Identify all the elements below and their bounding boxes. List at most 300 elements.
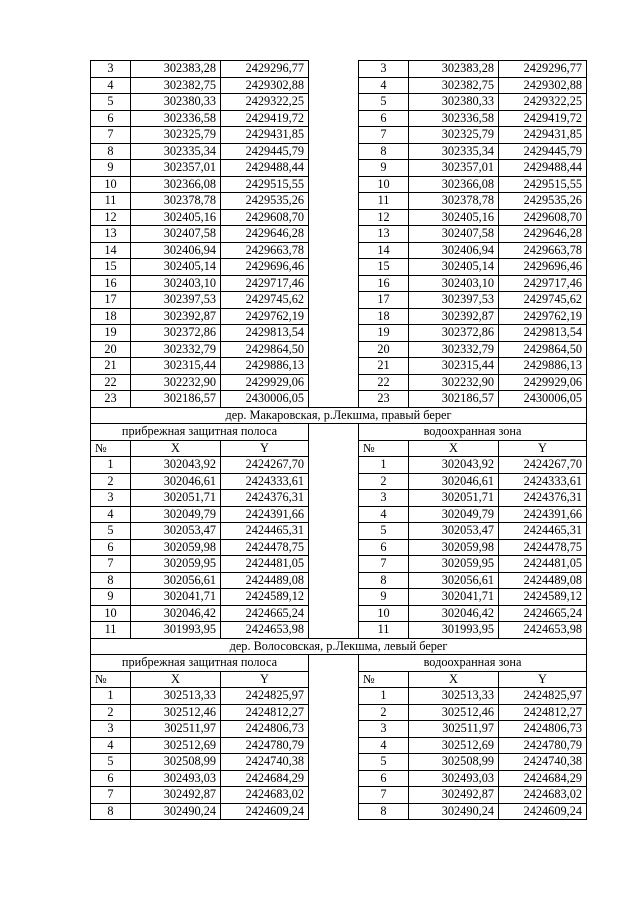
right-y-value: 2429929,06 [499, 374, 587, 391]
table-row [91, 226, 587, 243]
left-y-value: 2424609,24 [221, 803, 309, 820]
table-row [91, 490, 587, 507]
left-y-value: 2424481,05 [221, 556, 309, 573]
right-point-number: 15 [359, 259, 409, 276]
left-x-value: 302049,79 [131, 506, 221, 523]
column-gap [309, 556, 359, 573]
table-row [91, 94, 587, 111]
left-y-value: 2424267,70 [221, 457, 309, 474]
right-point-number: 1 [359, 457, 409, 474]
right-point-number: 8 [359, 572, 409, 589]
section-title: дер. Волосовская, р.Лекшма, левый берег [91, 638, 587, 655]
left-y-value: 2424665,24 [221, 605, 309, 622]
right-x-value: 302493,03 [409, 770, 499, 787]
right-header-x: X [409, 671, 499, 688]
left-x-value: 302056,61 [131, 572, 221, 589]
left-x-value: 302508,99 [131, 754, 221, 771]
column-gap [309, 358, 359, 375]
right-x-value: 302383,28 [409, 61, 499, 78]
left-y-value: 2429745,62 [221, 292, 309, 309]
right-y-value: 2424683,02 [499, 787, 587, 804]
right-point-number: 6 [359, 110, 409, 127]
left-y-value: 2424806,73 [221, 721, 309, 738]
table-row [91, 473, 587, 490]
right-point-number: 20 [359, 341, 409, 358]
left-y-value: 2429302,88 [221, 77, 309, 94]
left-x-value: 302406,94 [131, 242, 221, 259]
table-row [91, 209, 587, 226]
column-gap [309, 589, 359, 606]
column-gap [309, 671, 359, 688]
right-y-value: 2424333,61 [499, 473, 587, 490]
column-gap [309, 325, 359, 342]
left-x-value: 302383,28 [131, 61, 221, 78]
left-y-value: 2424478,75 [221, 539, 309, 556]
right-y-value: 2424653,98 [499, 622, 587, 639]
coordinates-table [90, 60, 587, 820]
right-y-value: 2429762,19 [499, 308, 587, 325]
column-gap [309, 193, 359, 210]
right-point-number: 6 [359, 770, 409, 787]
right-x-value: 302366,08 [409, 176, 499, 193]
column-gap [309, 539, 359, 556]
right-y-value: 2424806,73 [499, 721, 587, 738]
left-point-number: 2 [91, 704, 131, 721]
right-point-number: 9 [359, 589, 409, 606]
right-y-value: 2424267,70 [499, 457, 587, 474]
right-y-value: 2424825,97 [499, 688, 587, 705]
right-point-number: 10 [359, 605, 409, 622]
left-x-value: 302315,44 [131, 358, 221, 375]
table-row [91, 556, 587, 573]
table-row [91, 308, 587, 325]
right-x-value: 302378,78 [409, 193, 499, 210]
left-point-number: 7 [91, 556, 131, 573]
right-x-value: 302335,34 [409, 143, 499, 160]
left-point-number: 11 [91, 193, 131, 210]
right-y-value: 2424740,38 [499, 754, 587, 771]
water-protection-zone-label: водоохранная зона [359, 655, 587, 672]
right-point-number: 7 [359, 556, 409, 573]
right-point-number: 5 [359, 523, 409, 540]
left-point-number: 6 [91, 770, 131, 787]
column-gap [309, 440, 359, 457]
column-gap [309, 787, 359, 804]
right-point-number: 11 [359, 193, 409, 210]
right-x-value: 302041,71 [409, 589, 499, 606]
right-y-value: 2429515,55 [499, 176, 587, 193]
left-y-value: 2424391,66 [221, 506, 309, 523]
right-x-value: 302512,69 [409, 737, 499, 754]
left-header-x: X [131, 440, 221, 457]
table-row [91, 259, 587, 276]
right-point-number: 8 [359, 143, 409, 160]
left-x-value: 302490,24 [131, 803, 221, 820]
column-header-row [91, 440, 587, 457]
table-row [91, 143, 587, 160]
right-x-value: 302059,98 [409, 539, 499, 556]
left-x-value: 302397,53 [131, 292, 221, 309]
table-row [91, 358, 587, 375]
right-y-value: 2429696,46 [499, 259, 587, 276]
table-row [91, 242, 587, 259]
column-gap [309, 754, 359, 771]
column-gap [309, 242, 359, 259]
right-y-value: 2429886,13 [499, 358, 587, 375]
left-point-number: 17 [91, 292, 131, 309]
column-gap [309, 226, 359, 243]
left-point-number: 20 [91, 341, 131, 358]
right-point-number: 4 [359, 77, 409, 94]
left-x-value: 302512,46 [131, 704, 221, 721]
column-gap [309, 292, 359, 309]
right-x-value: 302397,53 [409, 292, 499, 309]
right-y-value: 2424684,29 [499, 770, 587, 787]
right-point-number: 5 [359, 94, 409, 111]
right-y-value: 2429646,28 [499, 226, 587, 243]
left-x-value: 302403,10 [131, 275, 221, 292]
right-y-value: 2424465,31 [499, 523, 587, 540]
left-point-number: 5 [91, 754, 131, 771]
left-x-value: 302051,71 [131, 490, 221, 507]
left-point-number: 18 [91, 308, 131, 325]
left-y-value: 2429608,70 [221, 209, 309, 226]
column-gap [309, 176, 359, 193]
right-x-value: 302407,58 [409, 226, 499, 243]
column-gap [309, 506, 359, 523]
left-point-number: 8 [91, 803, 131, 820]
right-header-number: № [359, 671, 409, 688]
left-point-number: 12 [91, 209, 131, 226]
right-y-value: 2429296,77 [499, 61, 587, 78]
column-gap [309, 127, 359, 144]
right-point-number: 19 [359, 325, 409, 342]
table-row [91, 754, 587, 771]
right-x-value: 302056,61 [409, 572, 499, 589]
left-x-value: 302332,79 [131, 341, 221, 358]
right-x-value: 302403,10 [409, 275, 499, 292]
left-y-value: 2429488,44 [221, 160, 309, 177]
column-gap [309, 308, 359, 325]
left-y-value: 2429445,79 [221, 143, 309, 160]
table-row [91, 457, 587, 474]
left-point-number: 9 [91, 589, 131, 606]
right-header-x: X [409, 440, 499, 457]
column-gap [309, 737, 359, 754]
left-header-y: Y [221, 671, 309, 688]
right-y-value: 2429322,25 [499, 94, 587, 111]
left-y-value: 2424653,98 [221, 622, 309, 639]
left-point-number: 2 [91, 473, 131, 490]
section-title-row [91, 638, 587, 655]
left-header-x: X [131, 671, 221, 688]
table-row [91, 787, 587, 804]
column-gap [309, 94, 359, 111]
left-y-value: 2424684,29 [221, 770, 309, 787]
right-point-number: 11 [359, 622, 409, 639]
left-x-value: 302513,33 [131, 688, 221, 705]
right-point-number: 23 [359, 391, 409, 408]
column-gap [309, 721, 359, 738]
right-point-number: 7 [359, 127, 409, 144]
left-y-value: 2424333,61 [221, 473, 309, 490]
left-x-value: 302511,97 [131, 721, 221, 738]
left-point-number: 19 [91, 325, 131, 342]
right-point-number: 5 [359, 754, 409, 771]
left-y-value: 2429696,46 [221, 259, 309, 276]
left-y-value: 2429419,72 [221, 110, 309, 127]
right-y-value: 2429745,62 [499, 292, 587, 309]
left-x-value: 302366,08 [131, 176, 221, 193]
right-point-number: 7 [359, 787, 409, 804]
table-row [91, 506, 587, 523]
right-point-number: 2 [359, 704, 409, 721]
left-header-y: Y [221, 440, 309, 457]
left-point-number: 8 [91, 572, 131, 589]
right-y-value: 2429419,72 [499, 110, 587, 127]
table-row [91, 572, 587, 589]
left-point-number: 3 [91, 490, 131, 507]
right-x-value: 302372,86 [409, 325, 499, 342]
left-point-number: 9 [91, 160, 131, 177]
left-x-value: 302041,71 [131, 589, 221, 606]
right-x-value: 302512,46 [409, 704, 499, 721]
left-point-number: 11 [91, 622, 131, 639]
right-point-number: 13 [359, 226, 409, 243]
left-point-number: 4 [91, 737, 131, 754]
left-y-value: 2429762,19 [221, 308, 309, 325]
coastal-strip-label: прибрежная защитная полоса [91, 655, 309, 672]
water-protection-zone-label: водоохранная зона [359, 424, 587, 441]
left-x-value: 302392,87 [131, 308, 221, 325]
left-x-value: 302512,69 [131, 737, 221, 754]
left-x-value: 302046,42 [131, 605, 221, 622]
left-point-number: 5 [91, 523, 131, 540]
left-x-value: 302382,75 [131, 77, 221, 94]
right-y-value: 2429488,44 [499, 160, 587, 177]
table-row [91, 77, 587, 94]
right-y-value: 2424589,12 [499, 589, 587, 606]
right-point-number: 12 [359, 209, 409, 226]
right-x-value: 302232,90 [409, 374, 499, 391]
left-point-number: 1 [91, 688, 131, 705]
left-x-value: 302357,01 [131, 160, 221, 177]
left-point-number: 3 [91, 61, 131, 78]
right-point-number: 2 [359, 473, 409, 490]
right-x-value: 302051,71 [409, 490, 499, 507]
table-row [91, 325, 587, 342]
right-x-value: 302325,79 [409, 127, 499, 144]
right-x-value: 302046,42 [409, 605, 499, 622]
left-y-value: 2429717,46 [221, 275, 309, 292]
right-y-value: 2424665,24 [499, 605, 587, 622]
zone-label-row [91, 655, 587, 672]
left-y-value: 2424780,79 [221, 737, 309, 754]
left-point-number: 10 [91, 605, 131, 622]
right-y-value: 2429717,46 [499, 275, 587, 292]
left-y-value: 2429929,06 [221, 374, 309, 391]
column-gap [309, 160, 359, 177]
left-y-value: 2424812,27 [221, 704, 309, 721]
right-x-value: 302357,01 [409, 160, 499, 177]
table-row [91, 275, 587, 292]
column-header-row [91, 671, 587, 688]
column-gap [309, 572, 359, 589]
table-row [91, 523, 587, 540]
column-gap [309, 704, 359, 721]
right-x-value: 302508,99 [409, 754, 499, 771]
right-x-value: 302490,24 [409, 803, 499, 820]
table-row [91, 292, 587, 309]
left-point-number: 7 [91, 127, 131, 144]
table-row [91, 605, 587, 622]
left-point-number: 23 [91, 391, 131, 408]
column-gap [309, 275, 359, 292]
left-header-number: № [91, 440, 131, 457]
right-header-y: Y [499, 440, 587, 457]
left-y-value: 2430006,05 [221, 391, 309, 408]
right-x-value: 302405,16 [409, 209, 499, 226]
table-row [91, 589, 587, 606]
left-point-number: 5 [91, 94, 131, 111]
left-x-value: 302325,79 [131, 127, 221, 144]
left-point-number: 4 [91, 506, 131, 523]
table-row [91, 721, 587, 738]
right-point-number: 9 [359, 160, 409, 177]
right-y-value: 2424812,27 [499, 704, 587, 721]
left-y-value: 2429646,28 [221, 226, 309, 243]
column-gap [309, 143, 359, 160]
left-point-number: 14 [91, 242, 131, 259]
left-y-value: 2424683,02 [221, 787, 309, 804]
column-gap [309, 688, 359, 705]
column-gap [309, 457, 359, 474]
column-gap [309, 523, 359, 540]
left-point-number: 8 [91, 143, 131, 160]
zone-label-row [91, 424, 587, 441]
left-x-value: 302059,98 [131, 539, 221, 556]
table-row [91, 160, 587, 177]
right-point-number: 6 [359, 539, 409, 556]
right-point-number: 8 [359, 803, 409, 820]
left-y-value: 2424825,97 [221, 688, 309, 705]
right-point-number: 4 [359, 737, 409, 754]
left-x-value: 302493,03 [131, 770, 221, 787]
table-row [91, 770, 587, 787]
right-point-number: 1 [359, 688, 409, 705]
table-row [91, 341, 587, 358]
right-x-value: 302382,75 [409, 77, 499, 94]
left-y-value: 2429813,54 [221, 325, 309, 342]
right-y-value: 2424478,75 [499, 539, 587, 556]
right-y-value: 2424481,05 [499, 556, 587, 573]
left-x-value: 302335,34 [131, 143, 221, 160]
left-y-value: 2429296,77 [221, 61, 309, 78]
left-y-value: 2429864,50 [221, 341, 309, 358]
left-y-value: 2429431,85 [221, 127, 309, 144]
table-row [91, 110, 587, 127]
column-gap [309, 61, 359, 78]
right-x-value: 302059,95 [409, 556, 499, 573]
column-gap [309, 655, 359, 672]
left-y-value: 2424489,08 [221, 572, 309, 589]
column-gap [309, 259, 359, 276]
table-row [91, 61, 587, 78]
left-x-value: 302043,92 [131, 457, 221, 474]
right-x-value: 302405,14 [409, 259, 499, 276]
table-row [91, 127, 587, 144]
column-gap [309, 473, 359, 490]
column-gap [309, 605, 359, 622]
left-y-value: 2429535,26 [221, 193, 309, 210]
column-gap [309, 110, 359, 127]
table-row [91, 374, 587, 391]
right-y-value: 2429535,26 [499, 193, 587, 210]
right-x-value: 302380,33 [409, 94, 499, 111]
right-y-value: 2430006,05 [499, 391, 587, 408]
right-point-number: 4 [359, 506, 409, 523]
right-x-value: 302053,47 [409, 523, 499, 540]
left-x-value: 302407,58 [131, 226, 221, 243]
right-y-value: 2429663,78 [499, 242, 587, 259]
right-point-number: 17 [359, 292, 409, 309]
column-gap [309, 622, 359, 639]
right-y-value: 2424780,79 [499, 737, 587, 754]
column-gap [309, 374, 359, 391]
table-row [91, 176, 587, 193]
right-y-value: 2429431,85 [499, 127, 587, 144]
left-y-value: 2429515,55 [221, 176, 309, 193]
right-x-value: 302315,44 [409, 358, 499, 375]
left-x-value: 302405,16 [131, 209, 221, 226]
right-x-value: 302492,87 [409, 787, 499, 804]
section-title-row [91, 407, 587, 424]
table-row [91, 688, 587, 705]
left-point-number: 1 [91, 457, 131, 474]
column-gap [309, 209, 359, 226]
table-row [91, 539, 587, 556]
right-point-number: 3 [359, 721, 409, 738]
right-x-value: 302406,94 [409, 242, 499, 259]
right-x-value: 302332,79 [409, 341, 499, 358]
left-point-number: 3 [91, 721, 131, 738]
column-gap [309, 391, 359, 408]
left-point-number: 7 [91, 787, 131, 804]
right-header-y: Y [499, 671, 587, 688]
column-gap [309, 490, 359, 507]
left-y-value: 2429886,13 [221, 358, 309, 375]
table-row [91, 737, 587, 754]
column-gap [309, 424, 359, 441]
left-point-number: 22 [91, 374, 131, 391]
right-point-number: 16 [359, 275, 409, 292]
section-title: дер. Макаровская, р.Лекшма, правый берег [91, 407, 587, 424]
left-x-value: 302336,58 [131, 110, 221, 127]
coastal-strip-label: прибрежная защитная полоса [91, 424, 309, 441]
table-row [91, 803, 587, 820]
left-x-value: 302053,47 [131, 523, 221, 540]
right-header-number: № [359, 440, 409, 457]
left-y-value: 2424465,31 [221, 523, 309, 540]
column-gap [309, 770, 359, 787]
left-x-value: 301993,95 [131, 622, 221, 639]
right-y-value: 2424376,31 [499, 490, 587, 507]
left-x-value: 302378,78 [131, 193, 221, 210]
right-y-value: 2424609,24 [499, 803, 587, 820]
right-x-value: 302049,79 [409, 506, 499, 523]
right-point-number: 3 [359, 61, 409, 78]
right-y-value: 2429864,50 [499, 341, 587, 358]
